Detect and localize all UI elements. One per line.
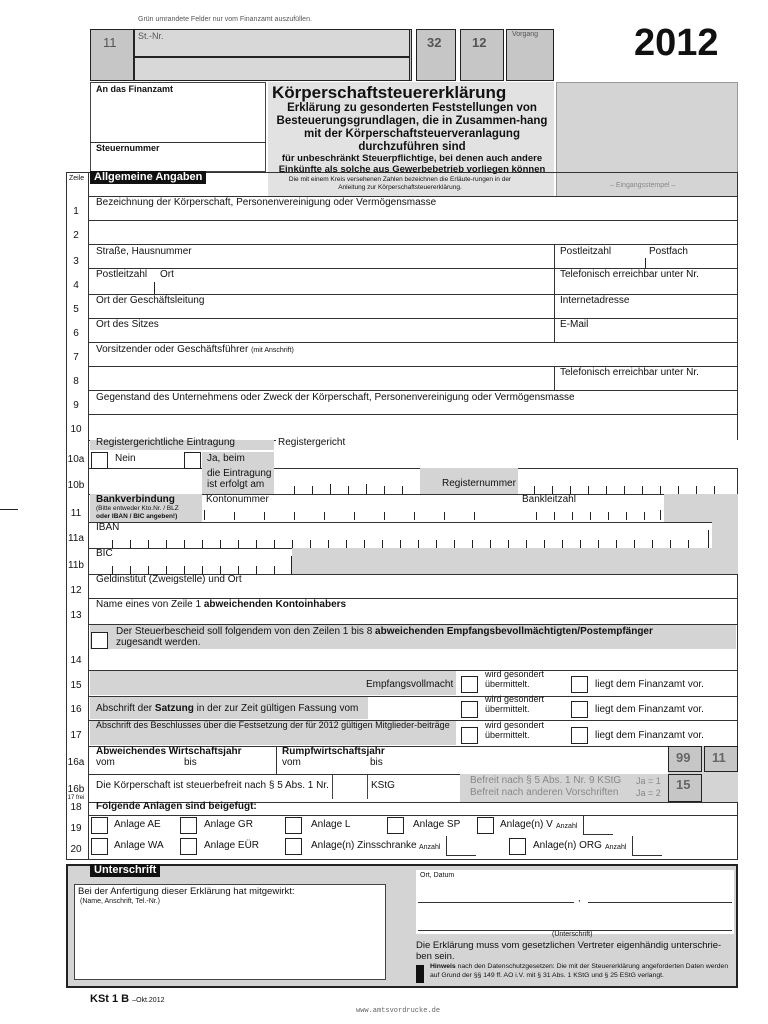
rumpf-vom-label: vom: [282, 757, 301, 768]
sitz-label: Ort des Sitzes: [96, 319, 159, 330]
line-number: 16b: [67, 784, 85, 795]
steuerbefreit-nr-field[interactable]: [332, 775, 368, 799]
eintragung-datum-label: die Eintragung ist erfolgt am: [207, 468, 272, 490]
line-number: 18: [70, 802, 82, 813]
mitgewirkt-sub-label: (Name, Anschrift, Tel.-Nr.): [80, 898, 161, 905]
vorgang-label: Vorgang: [512, 31, 539, 38]
registernummer-field[interactable]: [520, 484, 736, 494]
anzahl-zins-label: Anzahl: [419, 844, 441, 851]
bevollmaechtigter-bold: abweichenden Empfangsbevollmächtigten/Postempfänger: [375, 626, 653, 637]
steuernummer-lower-field[interactable]: [134, 57, 410, 81]
registereintragung-ja-checkbox[interactable]: [184, 452, 201, 469]
line-number: 10b: [67, 480, 85, 491]
befreit-andere-label: Befreit nach anderen Vorschriften: [470, 787, 619, 798]
code-11b: 11: [712, 750, 726, 765]
steuernummer-top-field[interactable]: [134, 29, 410, 57]
bevollmaechtigter-text: Der Steuerbescheid soll folgendem von den Zeilen 1 bis 8: [116, 626, 373, 637]
bezeichnung-field[interactable]: [90, 208, 736, 243]
postfach-label: Postfach: [649, 246, 688, 257]
kstg-label: KStG: [371, 780, 395, 791]
registergericht-label: Registergericht: [278, 437, 346, 448]
abw-wirtschaftsjahr-label: Abweichendes Wirtschaftsjahr: [96, 746, 242, 757]
geschaeftsleitung-label: Ort der Geschäftsleitung: [96, 295, 205, 306]
satzung-label: [96, 703, 358, 714]
anlage-zinsschranke-checkbox[interactable]: [285, 838, 302, 855]
line-number: 16: [70, 704, 82, 715]
line-number: 17: [70, 730, 82, 741]
fold-mark: [0, 509, 18, 510]
line-number: 20: [70, 844, 82, 855]
form-year: 2012: [634, 22, 719, 64]
line-number: 12: [70, 585, 82, 596]
zugesandt-label: zugesandt werden.: [116, 637, 201, 648]
form-date: –Okt.2012: [132, 997, 165, 1004]
ja2-label: Ja = 2: [636, 788, 661, 798]
rumpf-bis-label: bis: [370, 757, 383, 768]
line-number: 4: [73, 280, 79, 291]
satzung-bold: Satzung: [154, 703, 194, 714]
anlage-v-label: Anlage(n) V: [500, 819, 553, 830]
kontoinhaber-label: [96, 599, 346, 610]
ja1-label: Ja = 1: [636, 776, 661, 786]
zeile-label: Zeile: [69, 175, 85, 182]
kontoinhaber-bold: abweichenden Kontoinhabers: [203, 599, 347, 610]
satzung-gesondert-label: wird gesondert übermittelt.: [485, 694, 545, 714]
allgemeine-angaben-heading: Allgemeine Angaben: [90, 171, 206, 184]
iban-label: IBAN: [96, 522, 120, 533]
beitraege-vorlage-label: liegt dem Finanzamt vor.: [595, 730, 704, 741]
nein-label: Nein: [115, 453, 136, 464]
line-number: 3: [73, 256, 79, 267]
telefon2-label: Telefonisch erreichbar unter Nr.: [560, 367, 699, 378]
line-number: 7: [73, 352, 79, 363]
line-number: 19: [70, 823, 82, 834]
line-number: 16a: [67, 757, 85, 768]
code-15: 15: [676, 777, 691, 792]
stnr-label: St.-Nr.: [138, 31, 164, 41]
footer-url: www.amtsvordrucke.de: [356, 1007, 441, 1015]
registereintragung-nein-checkbox[interactable]: [91, 452, 108, 469]
line-number: 14: [70, 655, 82, 666]
vollmacht-vorlage-label: liegt dem Finanzamt vor.: [595, 679, 704, 690]
line-number: 9: [73, 400, 79, 411]
abw-vom-label: vom: [96, 757, 115, 768]
beitraege-label: Abschrift des Beschlusses über die Festsetzung der für 2012 gültigen Mitglieder-beiträge: [96, 720, 450, 730]
satzung-suffix: in der zur Zeit gültigen Fassung vom: [196, 703, 359, 714]
form-code: [90, 993, 165, 1005]
datenschutz-hinweis: [430, 963, 736, 980]
line-number: 15: [70, 680, 82, 691]
postleitzahl-label: Postleitzahl: [96, 269, 148, 280]
vollmacht-vorlage-checkbox[interactable]: [571, 676, 588, 693]
line-number: 1: [73, 206, 79, 217]
satzung-vorlage-label: liegt dem Finanzamt vor.: [595, 704, 704, 715]
anlage-wa-checkbox[interactable]: [91, 838, 108, 855]
beitraege-gesondert-label: wird gesondert übermittelt.: [485, 720, 545, 740]
vorsitzender-label: [96, 344, 294, 355]
anlage-gr-checkbox[interactable]: [180, 817, 197, 834]
empfangsvollmacht-label: Empfangsvollmacht: [366, 679, 454, 690]
line-number: 2: [73, 230, 79, 241]
mit-anschrift: (mit Anschrift): [251, 347, 294, 354]
telefon-label: Telefonisch erreichbar unter Nr.: [560, 269, 699, 280]
ort-label: Ort: [160, 269, 174, 280]
anlage-wa-label: Anlage WA: [114, 840, 164, 851]
form-subtitle2: für unbeschränkt Steuerpflichtige, bei denen auch andere Einkünfte als solche aus Gewerbebetrieb vorliegen können: [278, 153, 546, 175]
satzung-gesondert-checkbox[interactable]: [461, 701, 478, 718]
beitraege-gesondert-checkbox[interactable]: [461, 727, 478, 744]
kontonummer-field[interactable]: [204, 510, 516, 520]
beitraege-vorlage-checkbox[interactable]: [571, 727, 588, 744]
steuernummer-label: Steuernummer: [96, 143, 160, 153]
iban-field[interactable]: [94, 538, 710, 548]
satzung-datum-field[interactable]: [368, 697, 456, 719]
anzahl-v-field[interactable]: [583, 815, 613, 835]
code-11: 11: [103, 35, 117, 50]
strasse-label: Straße, Hausnummer: [96, 246, 192, 257]
registereintragung-label: Registergerichtliche Eintragung: [96, 437, 235, 448]
finanzamt-label: An das Finanzamt: [96, 84, 174, 94]
vollmacht-gesondert-label: wird gesondert übermittelt.: [485, 669, 545, 689]
code-99: 99: [676, 750, 691, 765]
anlage-gr-label: Anlage GR: [204, 819, 253, 830]
form-subtitle: Erklärung zu gesonderten Feststellungen von Besteuerungsgrundlagen, die in Zusammen-hang mit der Körperschaftsteuerveranlagung durchzuführen sind: [276, 102, 548, 153]
anlage-org-label: Anlage(n) ORG: [533, 840, 602, 851]
bevollmaechtigter-label: [116, 626, 653, 637]
bankverbindung-label: Bankverbindung: [96, 494, 175, 505]
empfangsbevollmaechtigter-checkbox[interactable]: [91, 632, 108, 649]
kontoinhaber-prefix: Name eines von Zeile 1: [96, 599, 202, 610]
bezeichnung-label: Bezeichnung der Körperschaft, Personenvereinigung oder Vermögensmasse: [96, 197, 437, 208]
abw-bis-label: bis: [184, 757, 197, 768]
unterschrift-heading: Unterschrift: [90, 864, 160, 877]
code-12: 12: [472, 35, 487, 50]
bankleitzahl-field[interactable]: [520, 510, 662, 520]
gegenstand-label: Gegenstand des Unternehmens oder Zweck der Körperschaft, Personenvereinigung oder Vermögensmasse: [96, 392, 575, 403]
title-note: Die mit einem Kreis versehenen Zahlen bezeichnen die Erläute-rungen in der Anleitung zur Körperschaftsteuererklärung.: [288, 176, 512, 191]
anlage-v-checkbox[interactable]: [477, 817, 494, 834]
anzahl-zins-field[interactable]: [446, 836, 476, 856]
bic-label: BIC: [96, 548, 113, 559]
anlage-eur-label: Anlage EÜR: [204, 840, 260, 851]
line-number: 10: [70, 424, 82, 435]
unterschrift-label: (Unterschrift): [552, 931, 593, 938]
internetadresse-label: Internetadresse: [560, 295, 630, 306]
bank-note2: oder IBAN / BIC angeben!): [96, 513, 178, 520]
anlage-zinsschranke-label: Anlage(n) Zinsschranke: [311, 840, 417, 851]
line-number: 5: [73, 304, 79, 315]
anlage-l-checkbox[interactable]: [285, 817, 302, 834]
anlage-ae-checkbox[interactable]: [91, 817, 108, 834]
rumpfwirtschaftsjahr-label: Rumpfwirtschaftsjahr: [282, 746, 385, 757]
line-number: 17 frei: [67, 795, 85, 801]
code-32: 32: [427, 35, 442, 50]
anzahl-v-label: Anzahl: [556, 823, 578, 830]
form-code-text: KSt 1 B: [90, 993, 130, 1005]
eingangsstempel-label: – Eingangsstempel –: [610, 182, 676, 189]
line-number: 11: [70, 508, 82, 519]
ja-beim-label: Ja, beim: [207, 453, 245, 464]
line-number: 10a: [67, 454, 85, 465]
line-number: 13: [70, 610, 82, 621]
anlage-l-label: Anlage L: [311, 819, 351, 830]
finanzamt-address-box[interactable]: [90, 82, 266, 172]
bankleitzahl-label: Bankleitzahl: [522, 494, 576, 505]
anlage-sp-label: Anlage SP: [413, 819, 461, 830]
anlage-ae-label: Anlage AE: [114, 819, 161, 830]
vertreter-note: Die Erklärung muss vom gesetzlichen Vertreter eigenhändig unterschrie-ben sein.: [416, 940, 722, 962]
anlagen-heading: Folgende Anlagen sind beigefügt:: [96, 801, 257, 812]
line-number: 8: [73, 376, 79, 387]
anzahl-org-label: Anzahl: [605, 844, 627, 851]
form-title: Körperschaftsteuererklärung: [272, 83, 507, 102]
anzahl-org-field[interactable]: [632, 836, 662, 856]
satzung-vorlage-checkbox[interactable]: [571, 701, 588, 718]
mitgewirkt-label: Bei der Anfertigung dieser Erklärung hat mitgewirkt:: [78, 886, 295, 897]
vollmacht-gesondert-checkbox[interactable]: [461, 676, 478, 693]
comma-separator: ,: [578, 893, 581, 903]
eintragung-datum-field[interactable]: [278, 484, 418, 494]
befreit-nr9-label: Befreit nach § 5 Abs. 1 Nr. 9 KStG: [470, 775, 622, 786]
steuerbefreit-label: Die Körperschaft ist steuerbefreit nach § 5 Abs. 1 Nr.: [96, 780, 329, 791]
header-note: Grün umrandete Felder nur vom Finanzamt auszufüllen.: [138, 16, 312, 23]
email-label: E-Mail: [560, 319, 589, 330]
bank-note: (Bitte entweder Kto.Nr. / BLZ: [96, 505, 179, 512]
kontonummer-label: Kontonummer: [206, 494, 269, 505]
geldinstitut-label: Geldinstitut (Zweigstelle) und Ort: [96, 574, 242, 585]
hinweis-text: nach den Datenschutzgesetzen: Die mit der Steuererklärung angeforderten Daten werden auf Grund der §§ 149 ff. AO i.V. mit § 31 Abs. 1 KStG und § 25 EStG verlangt.: [430, 963, 729, 979]
anlage-eur-checkbox[interactable]: [180, 838, 197, 855]
hinweis-bold: Hinweis: [430, 963, 456, 970]
line-number: 6: [73, 328, 79, 339]
ort-datum-label: Ort, Datum: [420, 872, 455, 879]
anlage-sp-checkbox[interactable]: [387, 817, 404, 834]
registernummer-label: Registernummer: [442, 478, 516, 489]
anlage-org-checkbox[interactable]: [509, 838, 526, 855]
vorsitzender-text: Vorsitzender oder Geschäftsführer: [96, 344, 249, 355]
bic-field[interactable]: [94, 564, 292, 574]
line-number: 11a: [68, 533, 84, 544]
line-number: 11b: [68, 560, 84, 571]
satzung-prefix: Abschrift der: [96, 703, 153, 714]
postleitzahl-postfach-label: Postleitzahl: [560, 246, 612, 257]
hinweis-marker: [416, 965, 424, 983]
